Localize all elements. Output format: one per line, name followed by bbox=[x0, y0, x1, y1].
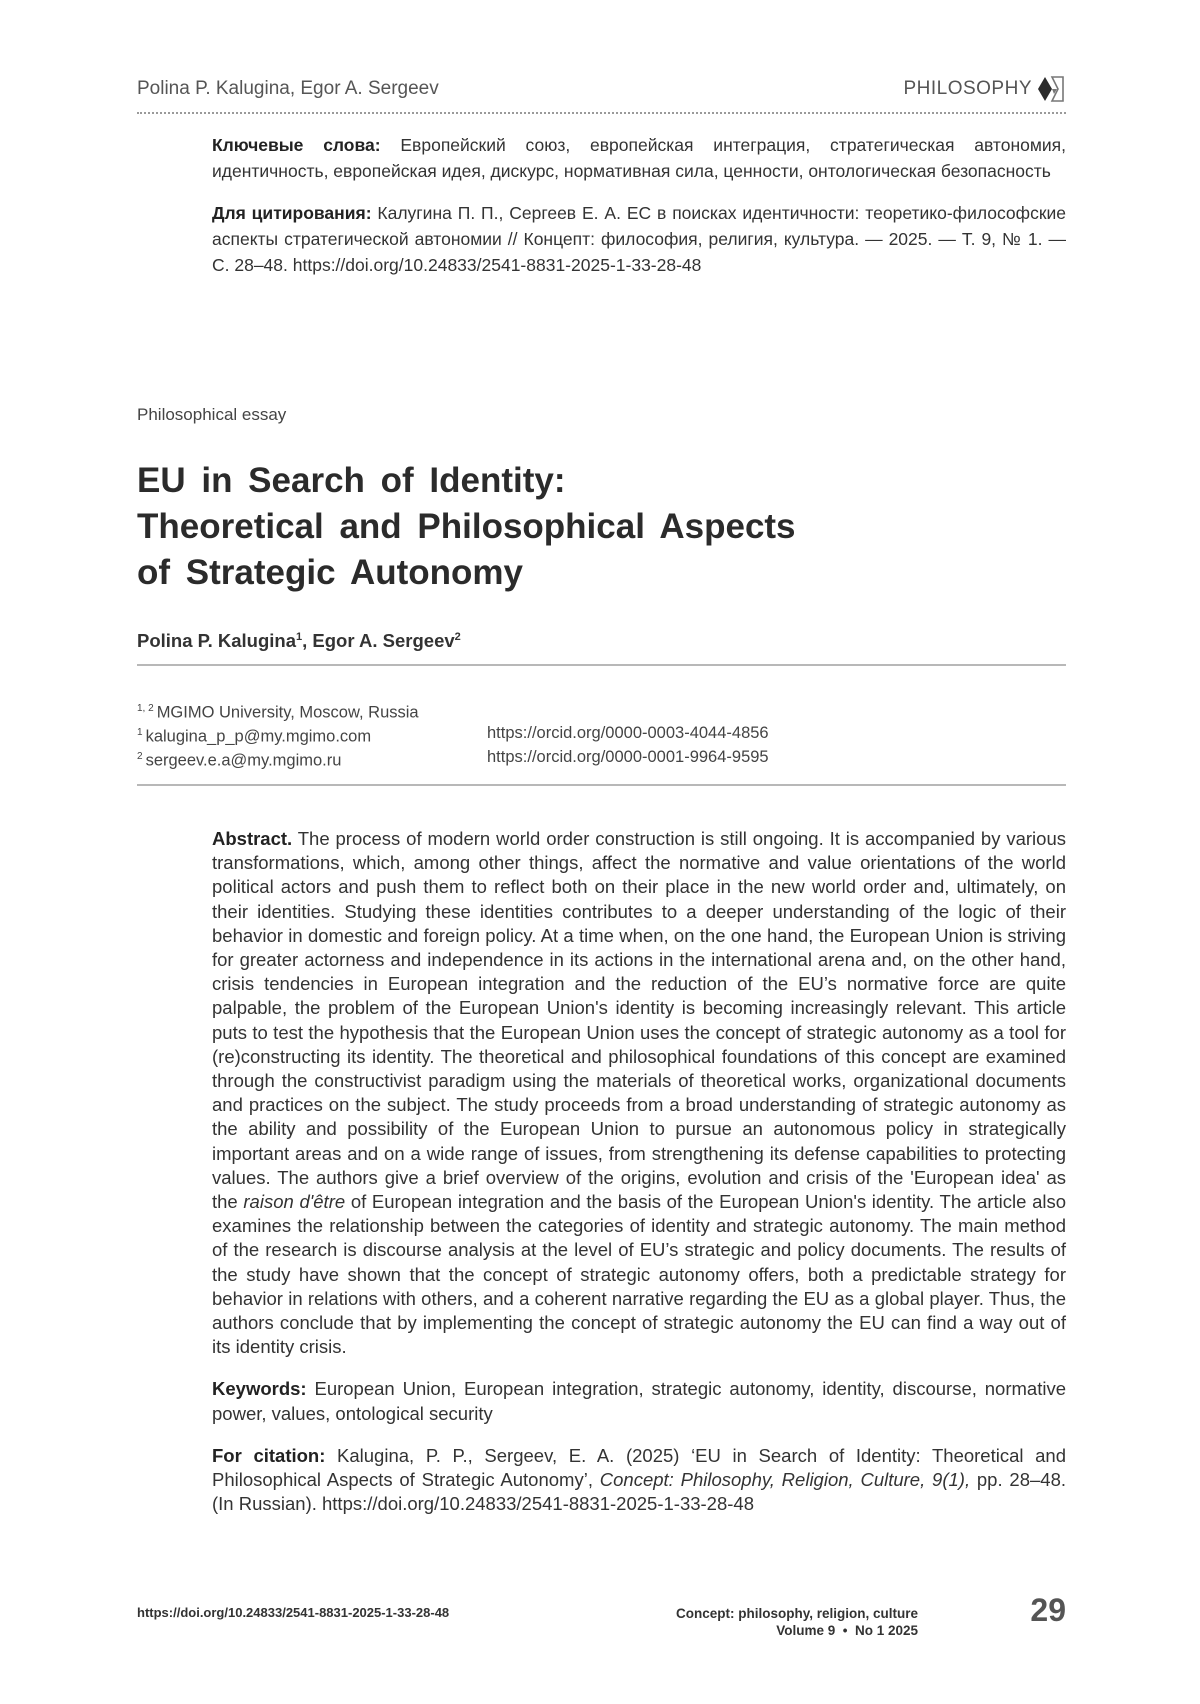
footer-doi-link[interactable]: https://doi.org/10.24833/2541-8831-2025-1-33-28-48 bbox=[137, 1605, 450, 1620]
author-separator: , bbox=[302, 630, 313, 651]
article-type: Philosophical essay bbox=[137, 405, 287, 424]
article-title bbox=[137, 458, 937, 596]
abstract-label: Abstract. bbox=[212, 828, 293, 849]
author-email-link[interactable]: sergeev.e.a@my.mgimo.ru bbox=[145, 751, 342, 770]
contact-mark: 1 bbox=[137, 727, 143, 738]
author-list bbox=[137, 630, 461, 652]
author-affiliation-mark: 2 bbox=[454, 630, 461, 643]
divider bbox=[137, 784, 1066, 786]
affiliations bbox=[137, 697, 1067, 769]
russian-citation bbox=[212, 200, 1066, 278]
affiliation-row bbox=[137, 697, 1067, 721]
abstract-text: of European integration and the basis of the European Union's identity. The article also examines the relationship between the categories of identity and strategic autonomy. The main method of the research is discourse analysis at the level of EU’s strategic and policy documents. The results of the study have shown that the concept of strategic autonomy offers, both a predictable strategy for behavior in relations with others, and a coherent narrative regarding the EU as a global player. Thus, the authors conclude that by implementing the concept of strategic autonomy the EU can find a way out of its identity crisis. bbox=[212, 1191, 1067, 1358]
page-number: 29 bbox=[1030, 1592, 1066, 1628]
affiliation-mark: 1, 2 bbox=[137, 703, 154, 714]
contact-row bbox=[137, 745, 1067, 769]
keywords bbox=[212, 1377, 1066, 1425]
divider bbox=[137, 664, 1066, 666]
title-line: of Strategic Autonomy bbox=[137, 553, 523, 592]
affiliation-text: MGIMO University, Moscow, Russia bbox=[156, 703, 419, 722]
keywords-label: Keywords: bbox=[212, 1378, 307, 1400]
author-email-link[interactable]: kalugina_p_p@my.mgimo.com bbox=[145, 727, 372, 746]
contact-mark: 2 bbox=[137, 751, 143, 762]
russian-citation-text: Калугина П. П., Сергеев Е. А. ЕС в поисках идентичности: теоретико-философские аспекты стратегической автономии // Концепт: философия, религия, культура. — 2025. — Т. 9, № 1. — С. 28–48. https://doi.org/10.24833/2541-8831-2025-1-33-28-48 bbox=[212, 203, 1066, 275]
keywords-text: European Union, European integration, strategic autonomy, identity, discourse, normative power, values, ontological security bbox=[212, 1378, 1066, 1424]
russian-citation-label: Для цитирования: bbox=[212, 203, 372, 223]
footer-journal-name: Concept: philosophy, religion, culture bbox=[675, 1606, 918, 1621]
author-affiliation-mark: 1 bbox=[296, 630, 303, 643]
footer-issue: Volume 9 • No 1 2025 bbox=[776, 1623, 918, 1638]
english-abstract-block bbox=[212, 827, 1066, 1534]
russian-metadata bbox=[212, 132, 1066, 294]
russian-keywords-label: Ключевые слова: bbox=[212, 135, 381, 155]
title-line: EU in Search of Identity: bbox=[137, 461, 566, 500]
running-header-authors: Polina P. Kalugina, Egor A. Sergeev bbox=[137, 78, 439, 99]
footer-journal bbox=[660, 1605, 918, 1639]
running-header bbox=[137, 74, 1066, 114]
citation-label: For citation: bbox=[212, 1444, 326, 1466]
philosophy-section-logo-icon bbox=[1036, 74, 1066, 104]
abstract-text: The process of modern world order construction is still ongoing. It is accompanied by various transformations, which, among other things, affect the normative and value orientations of the world political actors and push them to reflect both on their place in the new world order and, ultimately, on their identities. Studying these identities contributes to a deeper understanding of the logic of their behavior in domestic and foreign policy. At a time when, on the one hand, the European Union is striving for greater actorness and independence in its actions in the international arena and, on the other hand, crisis tendencies in European integration and the reduction of the EU’s normative force are quite palpable, the problem of the European Union's identity is becoming increasingly relevant. This article puts to test the hypothesis that the European Union uses the concept of strategic autonomy as a tool for (re)constructing its identity. The theoretical and philosophical foundations of this concept are examined through the constructivist paradigm using the materials of theoretical works, organizational documents and practices on the subject. The study proceeds from a broad understanding of strategic autonomy as the ability and possibility of the European Union to pursue an autonomous policy in strategically important areas and on a wide range of issues, from strengthening its defense capabilities to protecting values. The authors give a brief overview of the origins, evolution and crisis of the 'European idea' as the bbox=[212, 828, 1066, 1213]
title-line: Theoretical and Philosophical Aspects bbox=[137, 507, 796, 546]
citation-text: Kalugina, P. P., Sergeev, E. A. (2025) ‘EU in Search of Identity: Theoretical and Philosophical Aspects of Strategic Autonomy’, bbox=[212, 1444, 1066, 1491]
citation-journal: Concept: Philosophy, Religion, Culture, 9(1), bbox=[599, 1469, 971, 1491]
russian-keywords bbox=[212, 132, 1066, 184]
author-orcid-link[interactable]: https://orcid.org/0000-0001-9964-9595 bbox=[487, 748, 769, 766]
citation bbox=[212, 1444, 1066, 1517]
citation-text: pp. 28–48. (In Russian). https://doi.org/10.24833/2541-8831-2025-1-33-28-48 bbox=[212, 1469, 1066, 1515]
abstract-italic: raison d'être bbox=[243, 1191, 346, 1213]
running-header-section: PHILOSOPHY bbox=[903, 78, 1032, 99]
contact-row bbox=[137, 721, 1067, 745]
abstract bbox=[212, 827, 1066, 1359]
author-orcid-link[interactable]: https://orcid.org/0000-0003-4044-4856 bbox=[487, 724, 769, 742]
author-name: Polina P. Kalugina bbox=[137, 630, 297, 651]
russian-keywords-text: Европейский союз, европейская интеграция, стратегическая автономия, идентичность, европейская идея, дискурс, нормативная сила, ценности, онтологическая безопасность bbox=[212, 135, 1066, 181]
author-name: Egor A. Sergeev bbox=[312, 630, 455, 651]
